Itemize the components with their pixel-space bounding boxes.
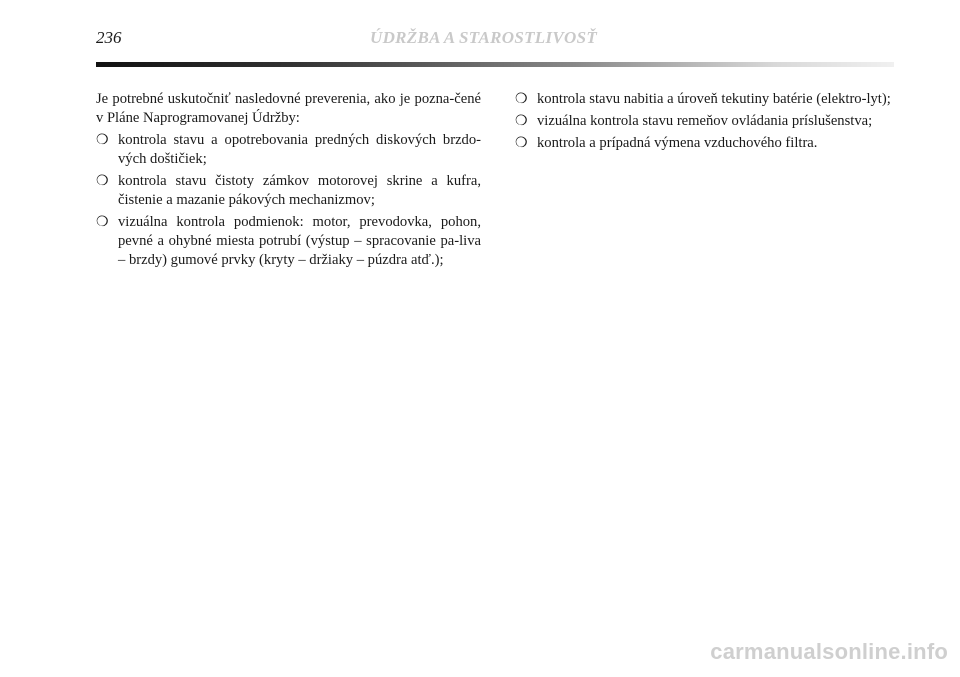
left-column [96, 90, 481, 273]
list-item-text: kontrola stavu nabitia a úroveň tekutiny batérie (elektro-lyt); [537, 91, 891, 107]
list-item [96, 213, 481, 270]
circle-bullet-icon: ❍ [96, 215, 109, 230]
list-item [515, 112, 895, 131]
circle-bullet-icon: ❍ [515, 114, 528, 129]
circle-bullet-icon: ❍ [96, 133, 109, 148]
list-item [96, 131, 481, 169]
header-rule [96, 62, 894, 67]
list-item [515, 90, 895, 109]
circle-bullet-icon: ❍ [515, 92, 528, 107]
right-column [515, 90, 895, 156]
circle-bullet-icon: ❍ [515, 136, 528, 151]
list-item-text: kontrola stavu a opotrebovania predných diskových brzdo-vých doštičiek; [118, 132, 481, 167]
list-item-text: vizuálna kontrola podmienok: motor, prevodovka, pohon, pevné a ohybné miesta potrubí (výstup – spracovanie pa-liva – brzdy) gumové prvky (kryty – držiaky – púzdra atď.); [118, 214, 481, 268]
list-item [515, 134, 895, 153]
list-item-text: vizuálna kontrola stavu remeňov ovládania príslušenstva; [537, 113, 873, 129]
right-bullet-list [515, 90, 895, 153]
list-item-text: kontrola a prípadná výmena vzduchového filtra. [537, 135, 818, 151]
list-item-text: kontrola stavu čistoty zámkov motorovej skrine a kufra, čistenie a mazanie pákových mechanizmov; [118, 173, 481, 208]
left-bullet-list [96, 131, 481, 270]
page-number: 236 [96, 28, 122, 47]
intro-paragraph: Je potrebné uskutočniť nasledovné preverenia, ako je pozna-čené v Pláne Naprogramovanej Údržby: [96, 91, 481, 126]
section-title: ÚDRŽBA A STAROSTLIVOSŤ [370, 28, 598, 47]
circle-bullet-icon: ❍ [96, 174, 109, 189]
watermark: carmanualsonline.info [710, 639, 948, 664]
list-item [96, 172, 481, 210]
